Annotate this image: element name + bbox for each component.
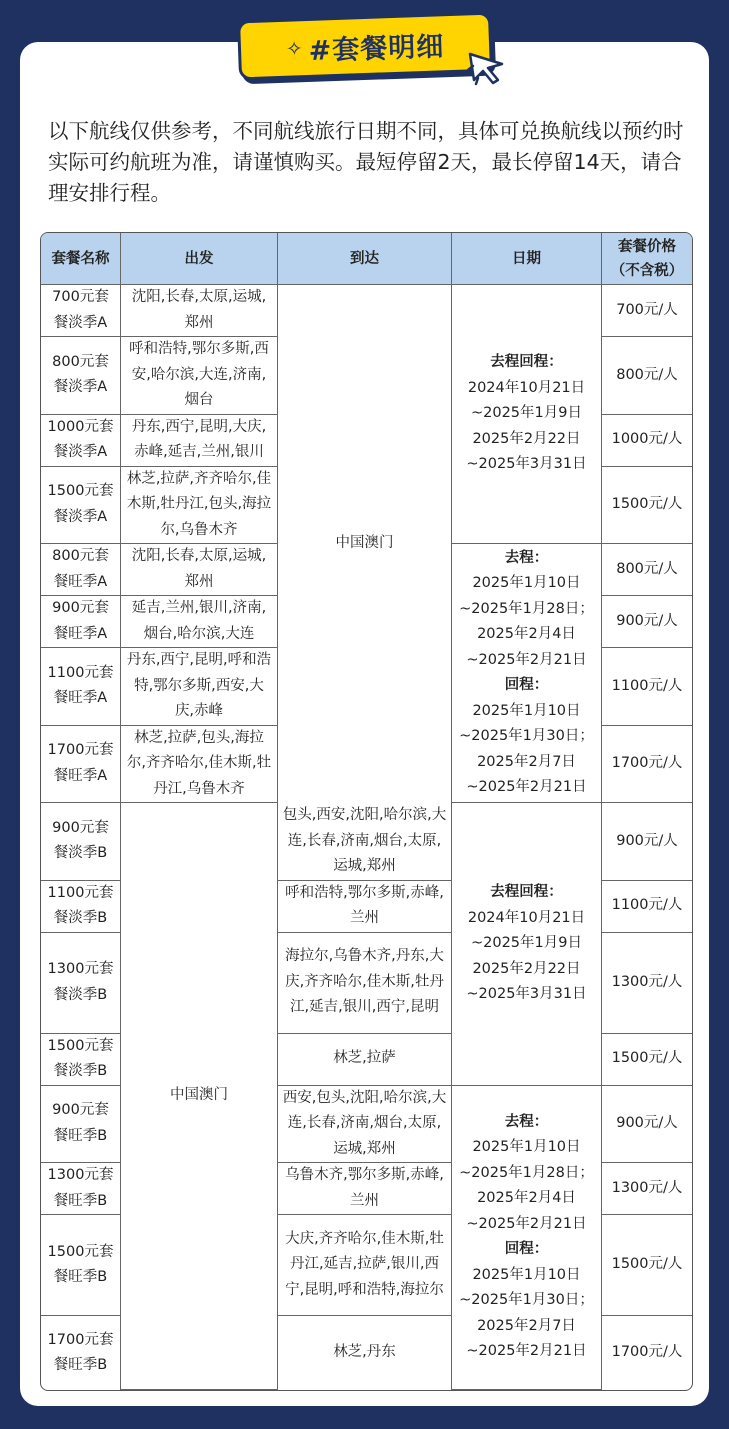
departure-cell-macau: 中国澳门 [121, 803, 278, 1390]
price-cell: 1000元/人 [602, 415, 692, 467]
price-cell: 1500元/人 [602, 467, 692, 545]
title-badge [237, 12, 493, 81]
arrival-cell: 林芝,丹东 [278, 1316, 452, 1390]
date-line: ~2025年3月31日 [466, 986, 587, 1002]
price-cell: 900元/人 [602, 596, 692, 648]
price-cell: 1500元/人 [602, 1034, 692, 1086]
departure-cell: 延吉,兰州,银川,济南,烟台,哈尔滨,大连 [121, 596, 278, 648]
package-name-cell: 1500元套餐淡季B [41, 1034, 121, 1086]
header-arrival: 到达 [278, 233, 452, 285]
date-line: ~2025年2月21日 [466, 779, 587, 795]
date-line: 2025年2月4日 [477, 626, 576, 642]
arrival-cell: 大庆,齐齐哈尔,佳木斯,牡丹江,延吉,拉萨,银川,西宁,昆明,呼和浩特,海拉尔 [278, 1215, 452, 1316]
date-line: 2025年2月22日 [472, 960, 581, 977]
departure-cell: 丹东,西宁,昆明,呼和浩特,鄂尔多斯,西安,大庆,赤峰 [121, 648, 278, 726]
date-line: 去程回程： [490, 884, 563, 900]
price-cell: 1500元/人 [602, 1215, 692, 1316]
package-name-cell: 1100元套餐淡季B [41, 881, 121, 933]
arrival-cell: 西安,包头,沈阳,哈尔滨,大连,长春,济南,烟台,太原,运城,郑州 [278, 1086, 452, 1164]
price-cell: 900元/人 [602, 1086, 692, 1164]
departure-cell: 林芝,拉萨,齐齐哈尔,佳木斯,牡丹江,包头,海拉尔,乌鲁木齐 [121, 467, 278, 545]
header-departure: 出发 [121, 233, 278, 285]
date-line: ~2025年2月21日 [466, 1215, 587, 1232]
date-line: 2025年1月10日 [472, 1139, 581, 1156]
package-table [40, 232, 693, 1391]
date-line: 去程回程： [490, 354, 563, 371]
date-cell-peak-a [452, 544, 602, 803]
date-line: 2025年2月22日 [472, 430, 581, 447]
arrival-cell: 林芝,拉萨 [278, 1034, 452, 1086]
header-price: 套餐价格 （不含税） [602, 233, 692, 285]
price-cell: 800元/人 [602, 544, 692, 596]
table-header-row [41, 233, 692, 285]
arrival-cell: 乌鲁木齐,鄂尔多斯,赤峰,兰州 [278, 1163, 452, 1215]
date-line: 2025年2月4日 [477, 1190, 576, 1207]
date-line: 2025年2月7日 [477, 753, 576, 770]
package-name-cell: 1700元套餐旺季B [41, 1316, 121, 1390]
intro-text: 以下航线仅供参考，不同航线旅行日期不同，具体可兑换航线以预约时实际可约航班为准，请谨慎购买。最短停留2天，最长停留14天，请合理安排行程。 [48, 119, 684, 205]
price-cell: 1100元/人 [602, 881, 692, 933]
departure-cell: 林芝,拉萨,包头,海拉尔,齐齐哈尔,佳木斯,牡丹江,乌鲁木齐 [121, 726, 278, 804]
date-line: ~2025年1月9日 [470, 405, 582, 422]
date-line: 回程： [504, 1241, 549, 1258]
package-name-cell: 800元套餐旺季A [41, 544, 121, 596]
price-cell: 800元/人 [602, 337, 692, 415]
price-cell: 1300元/人 [602, 933, 692, 1034]
date-line: ~2025年3月31日 [466, 456, 587, 473]
date-line: 2025年1月10日 [472, 1266, 581, 1283]
package-name-cell: 1100元套餐旺季A [41, 648, 121, 726]
arrival-cell: 海拉尔,乌鲁木齐,丹东,大庆,齐齐哈尔,佳木斯,牡丹江,延吉,银川,西宁,昆明 [278, 933, 452, 1034]
header-dates: 日期 [452, 233, 602, 285]
package-name-cell: 1000元套餐淡季A [41, 415, 121, 467]
date-line: 2025年1月10日 [472, 575, 581, 591]
package-name-cell: 1500元套餐淡季A [41, 467, 121, 545]
date-cell-off-b [452, 803, 602, 1086]
price-cell: 900元/人 [602, 803, 692, 881]
date-line: ~2025年2月21日 [466, 1343, 587, 1360]
header-package-name: 套餐名称 [41, 233, 121, 285]
price-cell: 1700元/人 [602, 726, 692, 804]
date-line: 2024年10月21日 [467, 909, 586, 926]
departure-cell: 沈阳,长春,太原,运城,郑州 [121, 285, 278, 337]
date-line: 去程： [504, 549, 549, 566]
date-line: ~2025年1月30日； [459, 728, 594, 744]
package-name-cell: 700元套餐淡季A [41, 285, 121, 337]
arrival-cell: 包头,西安,沈阳,哈尔滨,大连,长春,济南,烟台,太原,运城,郑州 [278, 803, 452, 881]
package-name-cell: 1300元套餐淡季B [41, 933, 121, 1034]
date-cell-peak-b [452, 1086, 602, 1391]
price-cell: 1300元/人 [602, 1163, 692, 1215]
price-cell: 1700元/人 [611, 1344, 683, 1361]
package-name-cell: 800元套餐淡季A [41, 337, 121, 415]
table-row [41, 285, 692, 337]
sparkle-icon: ✧ [285, 36, 304, 61]
package-name-cell: 1300元套餐旺季B [41, 1163, 121, 1215]
date-line: ~2025年1月30日； [459, 1292, 594, 1309]
departure-cell: 呼和浩特,鄂尔多斯,西安,哈尔滨,大连,济南,烟台 [121, 337, 278, 415]
cursor-icon [466, 50, 508, 86]
price-cell: 700元/人 [602, 285, 692, 337]
arrival-cell: 呼和浩特,鄂尔多斯,赤峰,兰州 [278, 881, 452, 933]
departure-cell: 沈阳,长春,太原,运城,郑州 [121, 544, 278, 596]
date-line: 去程： [504, 1113, 549, 1130]
package-name-cell: 1500元套餐旺季B [41, 1215, 121, 1316]
date-line: 回程： [504, 677, 549, 693]
date-line: ~2025年1月9日 [470, 935, 582, 951]
date-line: ~2025年1月28日； [459, 600, 594, 617]
package-name-cell: 900元套餐旺季B [41, 1086, 121, 1164]
date-line: 2025年2月7日 [477, 1317, 576, 1334]
package-name-cell: 900元套餐旺季A [41, 596, 121, 648]
page-title: #套餐明细 [308, 30, 445, 67]
date-line: 2025年1月10日 [472, 702, 581, 719]
departure-cell: 丹东,西宁,昆明,大庆,赤峰,延吉,兰州,银川 [121, 415, 278, 467]
arrival-cell-macau: 中国澳门 [278, 285, 452, 803]
price-cell: 1100元/人 [602, 648, 692, 726]
date-line: 2024年10月21日 [467, 379, 586, 396]
date-cell-off-a [452, 285, 602, 544]
date-line: ~2025年2月21日 [466, 651, 587, 668]
date-line: ~2025年1月28日； [459, 1164, 594, 1181]
package-name-cell: 1700元套餐旺季A [41, 726, 121, 804]
table-row [41, 803, 692, 881]
package-name-cell: 900元套餐淡季B [41, 803, 121, 881]
